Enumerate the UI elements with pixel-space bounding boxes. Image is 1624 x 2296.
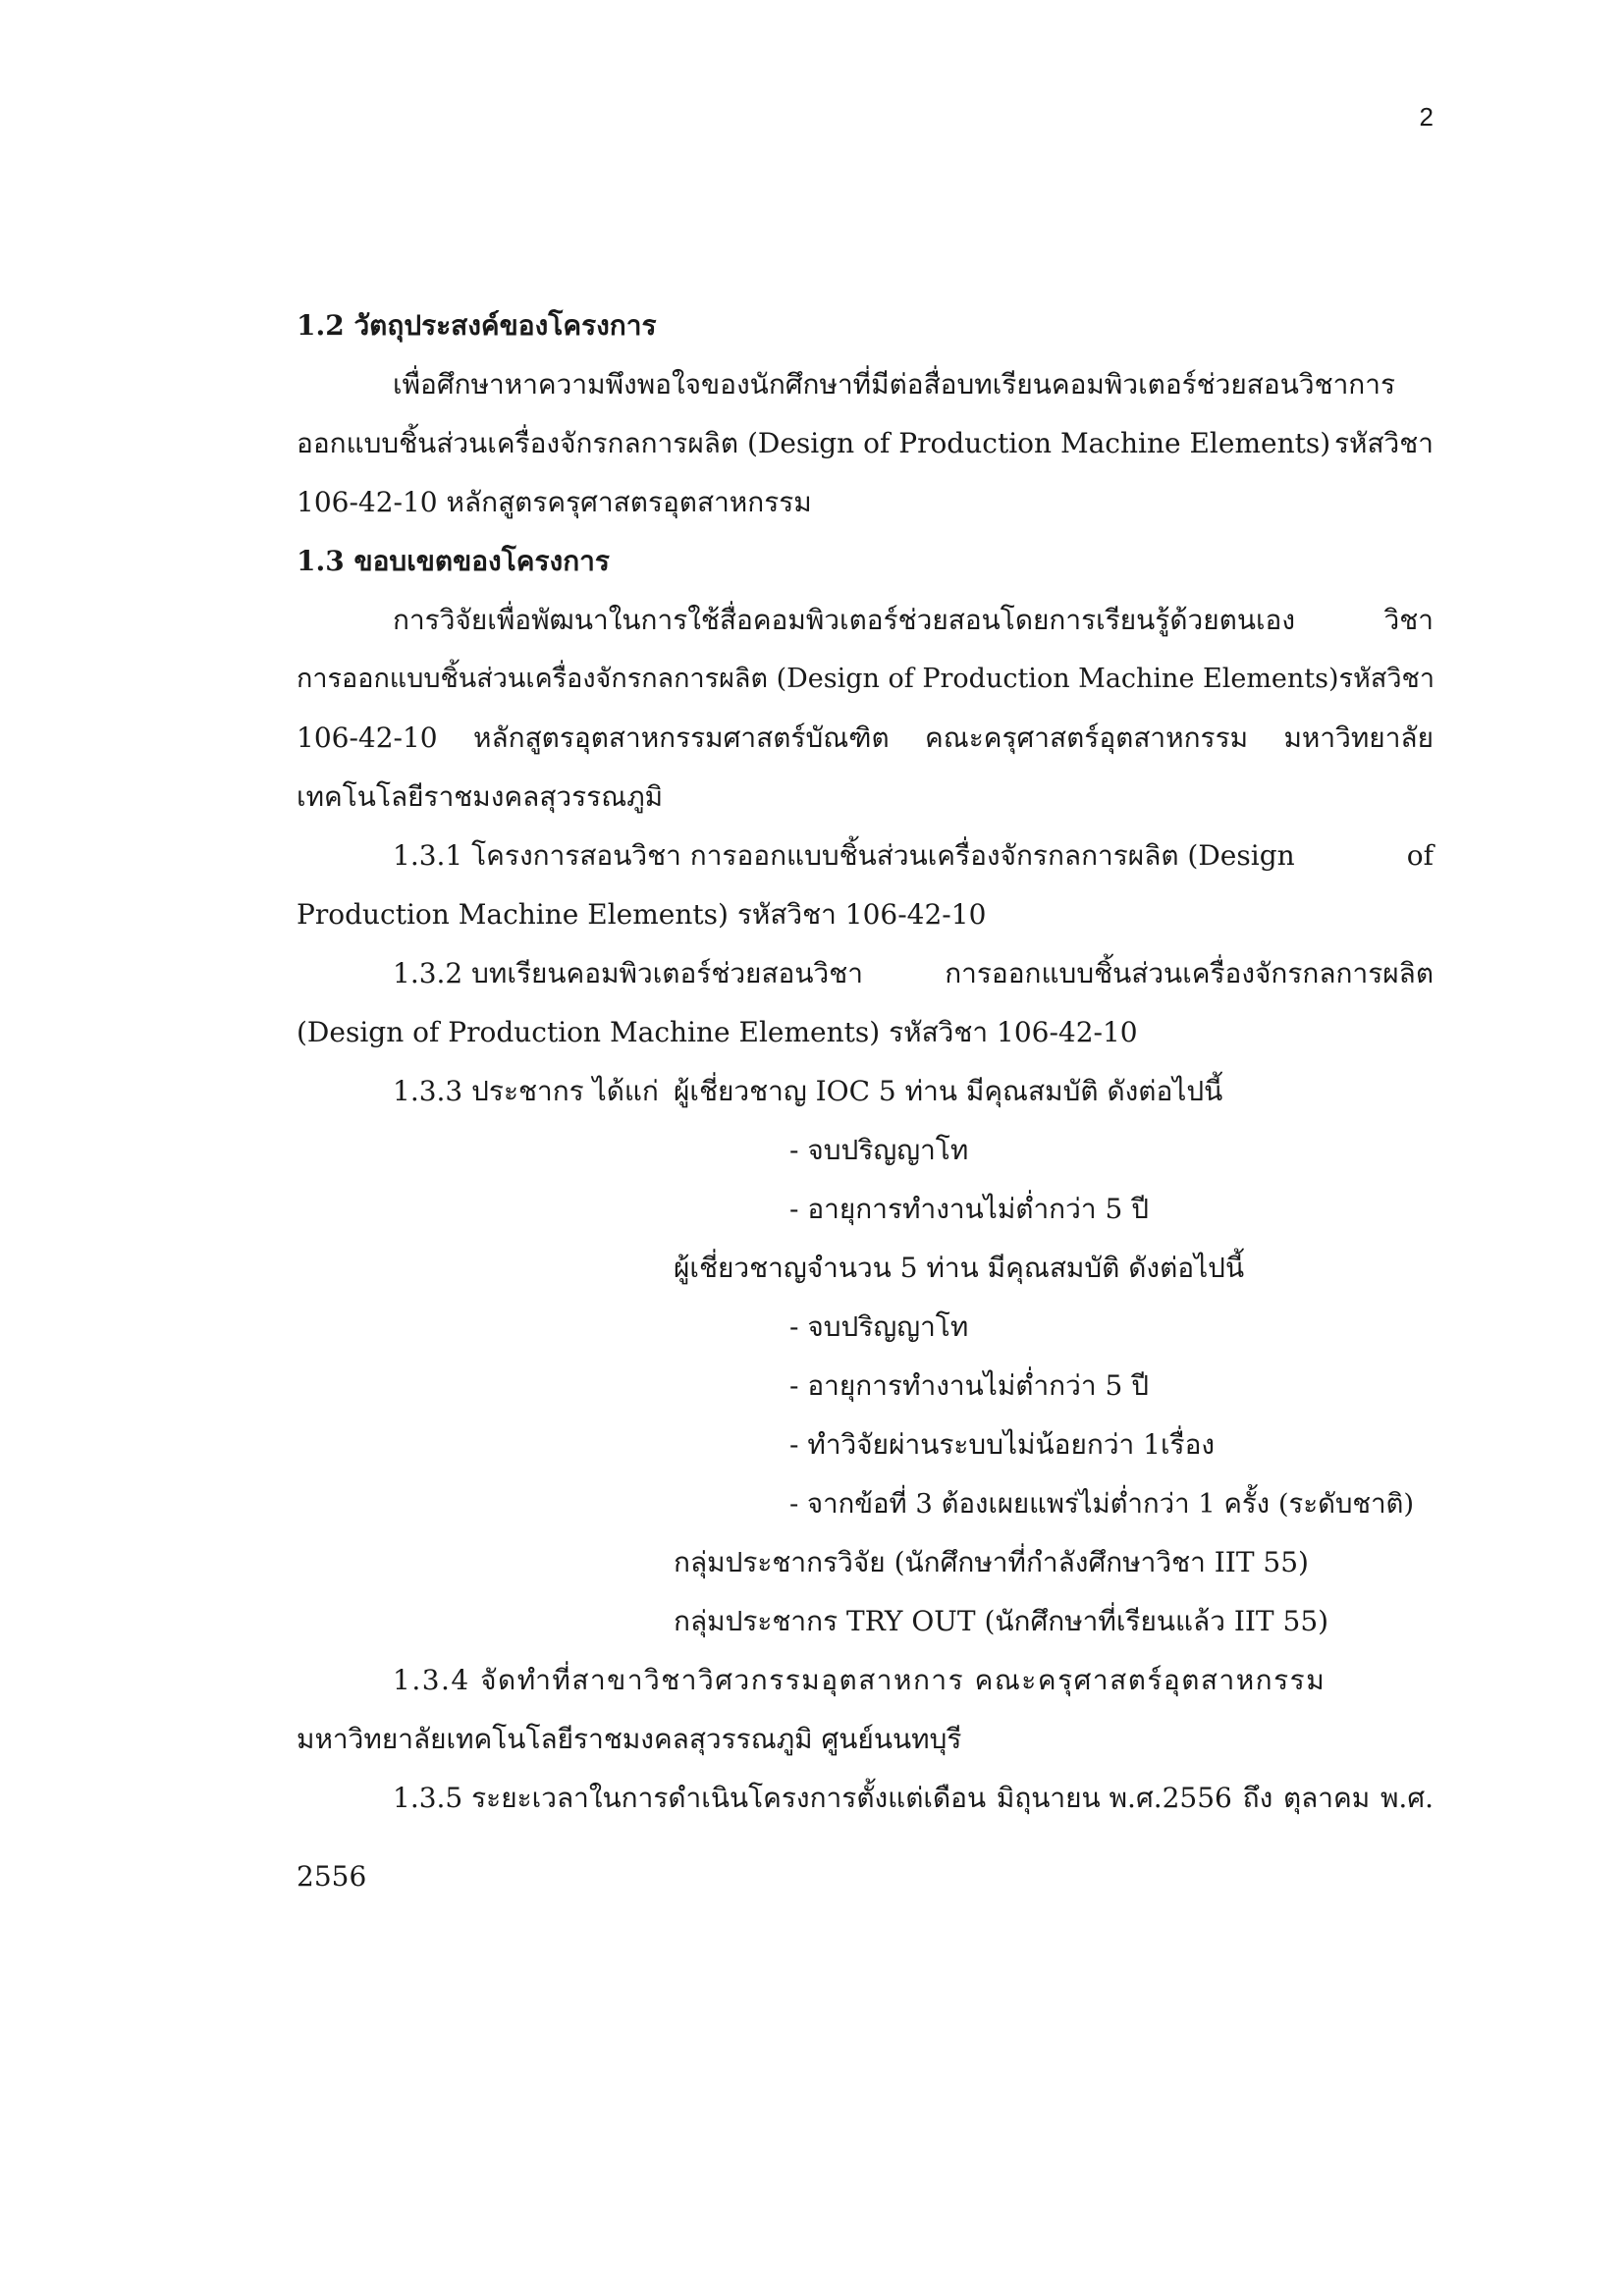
section-heading-1-2: 1.2 วัตถุประสงค์ของโครงการ	[297, 309, 657, 342]
item-1-3-4-line-1: 1.3.4 จัดทำที่สาขาวิชาวิศวกรรมอุตสาหการ คณะครุศาสตร์อุตสาหกรรม	[393, 1664, 1326, 1696]
text-run: of	[1406, 839, 1434, 872]
item-1-3-2-line-2: (Design of Production Machine Elements) รหัสวิชา 106-42-10	[297, 1016, 1138, 1048]
page-number: 2	[1419, 102, 1434, 132]
paragraph-1-3-line-2	[297, 660, 1434, 699]
item-1-3-5-line-1	[393, 1779, 1434, 1818]
list-item: - อายุการทำงานไม่ต่ำกว่า 5 ปี	[789, 1193, 1149, 1225]
paragraph-1-3-line-4: เทคโนโลยีราชมงคลสุวรรณภูมิ	[297, 780, 664, 813]
text-run: มหาวิทยาลัย	[1283, 721, 1434, 754]
tryout-population: กลุ่มประชากร TRY OUT (นักศึกษาที่เรียนแล้ว IIT 55)	[674, 1605, 1329, 1637]
expert-group-five: ผู้เชี่ยวชาญจำนวน 5 ท่าน มีคุณสมบัติ ดังต่อไปนี้	[674, 1252, 1245, 1284]
text-run: 1.3.1 โครงการสอนวิชา การออกแบบชิ้นส่วนเครื่องจักรกลการผลิต (Design	[393, 839, 1295, 872]
item-1-3-5-line-2: 2556	[297, 1860, 367, 1893]
text-run: ถึง	[1242, 1782, 1273, 1814]
research-population: กลุ่มประชากรวิจัย (นักศึกษาที่กำลังศึกษาวิชา IIT 55)	[674, 1546, 1309, 1578]
list-item: - จากข้อที่ 3 ต้องเผยแพร่ไม่ต่ำกว่า 1 ครั้ง (ระดับชาติ)	[789, 1488, 1415, 1520]
list-item: - จบปริญญาโท	[789, 1310, 969, 1343]
text-run: ตุลาคม	[1282, 1782, 1371, 1814]
item-1-3-1-line-2: Production Machine Elements) รหัสวิชา 106-42-10	[297, 898, 987, 931]
text-run: คณะครุศาสตร์อุตสาหกรรม	[925, 721, 1249, 754]
paragraph-1-2-line-1: เพื่อศึกษาหาความพึงพอใจของนักศึกษาที่มีต่อสื่อบทเรียนคอมพิวเตอร์ช่วยสอนวิชาการ	[393, 368, 1396, 400]
item-1-3-3-label: 1.3.3 ประชากร ได้แก่	[393, 1075, 659, 1107]
text-run: ออกแบบชิ้นส่วนเครื่องจักรกลการผลิต (Design of Production Machine Elements)	[297, 427, 1331, 459]
text-run: 1.3.2 บทเรียนคอมพิวเตอร์ช่วยสอนวิชา	[393, 957, 863, 989]
item-1-3-2-line-1	[393, 954, 1434, 993]
paragraph-1-2-line-3: 106-42-10 หลักสูตรครุศาสตรอุตสาหกรรม	[297, 486, 812, 518]
text-run: หลักสูตรอุตสาหกรรมศาสตร์บัณฑิต	[473, 721, 890, 754]
text-run: การออกแบบชิ้นส่วนเครื่องจักรกลการผลิต (Design of Production Machine Elements)	[297, 664, 1339, 694]
text-run: การวิจัยเพื่อพัฒนาในการใช้สื่อคอมพิวเตอร์ช่วยสอนโดยการเรียนรู้ด้วยตนเอง	[393, 604, 1296, 636]
text-run: การออกแบบชิ้นส่วนเครื่องจักรกลการผลิต	[945, 957, 1434, 989]
text-run: พ.ศ.	[1380, 1782, 1434, 1814]
paragraph-1-2-line-2	[297, 424, 1434, 463]
text-run: รหัสวิชา	[1333, 427, 1434, 459]
paragraph-1-3-line-3	[297, 719, 1434, 758]
paragraph-1-3-line-1	[393, 601, 1434, 640]
item-1-3-4-line-2: มหาวิทยาลัยเทคโนโลยีราชมงคลสุวรรณภูมิ ศูนย์นนทบุรี	[297, 1723, 962, 1755]
list-item: - อายุการทำงานไม่ต่ำกว่า 5 ปี	[789, 1369, 1149, 1402]
list-item: - ทำวิจัยผ่านระบบไม่น้อยกว่า 1เรื่อง	[789, 1428, 1216, 1461]
text-run: 1.3.5 ระยะเวลาในการดำเนินโครงการตั้งแต่เดือน	[393, 1782, 987, 1814]
text-run: มิถุนายน พ.ศ.2556	[996, 1782, 1232, 1814]
text-run: รหัสวิชา	[1338, 664, 1435, 694]
text-run: วิชา	[1383, 604, 1434, 636]
list-item: - จบปริญญาโท	[789, 1134, 969, 1166]
item-1-3-1-line-1	[393, 836, 1434, 876]
section-heading-1-3: 1.3 ขอบเขตของโครงการ	[297, 545, 610, 577]
expert-group-ioc: ผู้เชี่ยวชาญ IOC 5 ท่าน มีคุณสมบัติ ดังต่อไปนี้	[674, 1075, 1223, 1107]
text-run: 106-42-10	[297, 721, 438, 754]
